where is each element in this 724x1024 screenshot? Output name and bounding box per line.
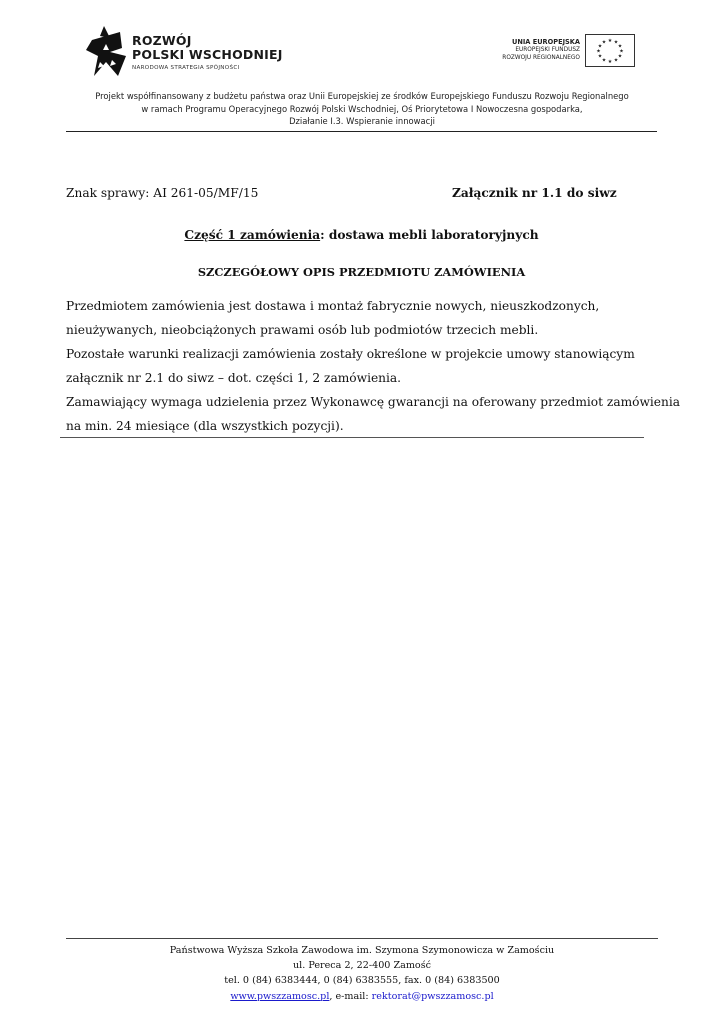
footer-phone: tel. 0 (84) 6383444, 0 (84) 6383555, fax. 0 (84) 6383500 — [224, 975, 500, 987]
svg-text:★: ★ — [596, 48, 601, 55]
funding-note — [60, 90, 664, 128]
website-link[interactable]: www.pwszzamosc.pl — [230, 990, 330, 1002]
order-part-heading — [66, 228, 657, 242]
funding-note-line3: Działanie I.3. Wspieranie innowacji — [289, 116, 435, 126]
body-line: na min. 24 miesiące (dla wszystkich pozycji). — [66, 419, 344, 433]
document-title: SZCZEGÓŁOWY OPIS PRZEDMIOTU ZAMÓWIENIA — [197, 265, 526, 279]
document-body — [66, 294, 681, 438]
rozwoj-polski-wschodniej-logo — [86, 26, 286, 78]
svg-text:★: ★ — [601, 39, 607, 46]
svg-text:★: ★ — [613, 39, 619, 46]
order-part-label: Część 1 zamówienia — [184, 228, 321, 242]
body-line: Zamawiający wymaga udzielenia przez Wykonawcę gwarancji na oferowany przedmiot zamówienia — [66, 395, 681, 409]
eu-fund-line1: EUROPEJSKI FUNDUSZ — [515, 47, 580, 53]
funding-note-line1: Projekt współfinansowany z budżetu państwa oraz Unii Europejskiej ze środków Europejskiego Funduszu Rozwoju Regionalnego — [95, 91, 629, 101]
eu-fund-line2: ROZWOJU REGIONALNEGO — [502, 55, 580, 61]
svg-text:★: ★ — [601, 57, 607, 64]
body-line: Przedmiotem zamówienia jest dostawa i montaż fabrycznie nowych, nieuszkodzonych, — [66, 299, 600, 313]
body-line: nieużywanych, nieobciążonych prawami osób lub podmiotów trzecich mebli. — [66, 323, 539, 337]
email-prefix: , e-mail: — [329, 990, 372, 1002]
svg-text:★: ★ — [597, 43, 603, 50]
svg-text:★: ★ — [617, 43, 623, 50]
footer-institution: Państwowa Wyższa Szkoła Zawodowa im. Szymona Szymonowicza w Zamościu — [169, 945, 555, 956]
footer-contact — [66, 989, 658, 1004]
svg-text:★: ★ — [613, 57, 619, 64]
eu-logo-text — [502, 38, 580, 62]
header-divider — [66, 131, 657, 132]
star-figure-icon — [86, 26, 128, 78]
svg-text:★: ★ — [619, 48, 624, 55]
eu-logo — [470, 34, 635, 70]
svg-text:★: ★ — [607, 59, 613, 65]
svg-text:★: ★ — [617, 53, 623, 60]
body-line: Pozostałe warunki realizacji zamówienia zostały określone w projekcie umowy stanowiącym — [66, 347, 635, 361]
logo-title-line1: ROZWÓJ — [132, 33, 192, 48]
footer — [66, 943, 658, 1004]
footer-address: ul. Pereca 2, 22-400 Zamość — [292, 960, 432, 972]
body-line: załącznik nr 2.1 do siwz – dot. części 1, 2 zamówienia. — [66, 371, 402, 385]
eu-name: UNIA EUROPEJSKA — [511, 38, 580, 46]
email-link[interactable]: rektorat@pwszzamosc.pl — [371, 990, 494, 1002]
case-reference: Znak sprawy: AI 261-05/MF/15 — [66, 186, 259, 200]
order-part-description: : dostawa mebli laboratoryjnych — [320, 228, 539, 242]
svg-text:★: ★ — [597, 53, 603, 60]
logo-subtitle: NARODOWA STRATEGIA SPÓJNOŚCI — [132, 65, 240, 71]
svg-text:★: ★ — [607, 38, 613, 44]
footer-divider — [66, 938, 658, 939]
eu-flag-icon — [585, 34, 635, 67]
funding-note-line2: w ramach Programu Operacyjnego Rozwój Polski Wschodniej, Oś Priorytetowa I Nowoczesna gospodarka, — [141, 103, 583, 114]
attachment-label: Załącznik nr 1.1 do siwz — [452, 186, 617, 200]
logo-title-line2: POLSKI WSCHODNIEJ — [132, 47, 283, 62]
body-divider — [60, 437, 644, 438]
